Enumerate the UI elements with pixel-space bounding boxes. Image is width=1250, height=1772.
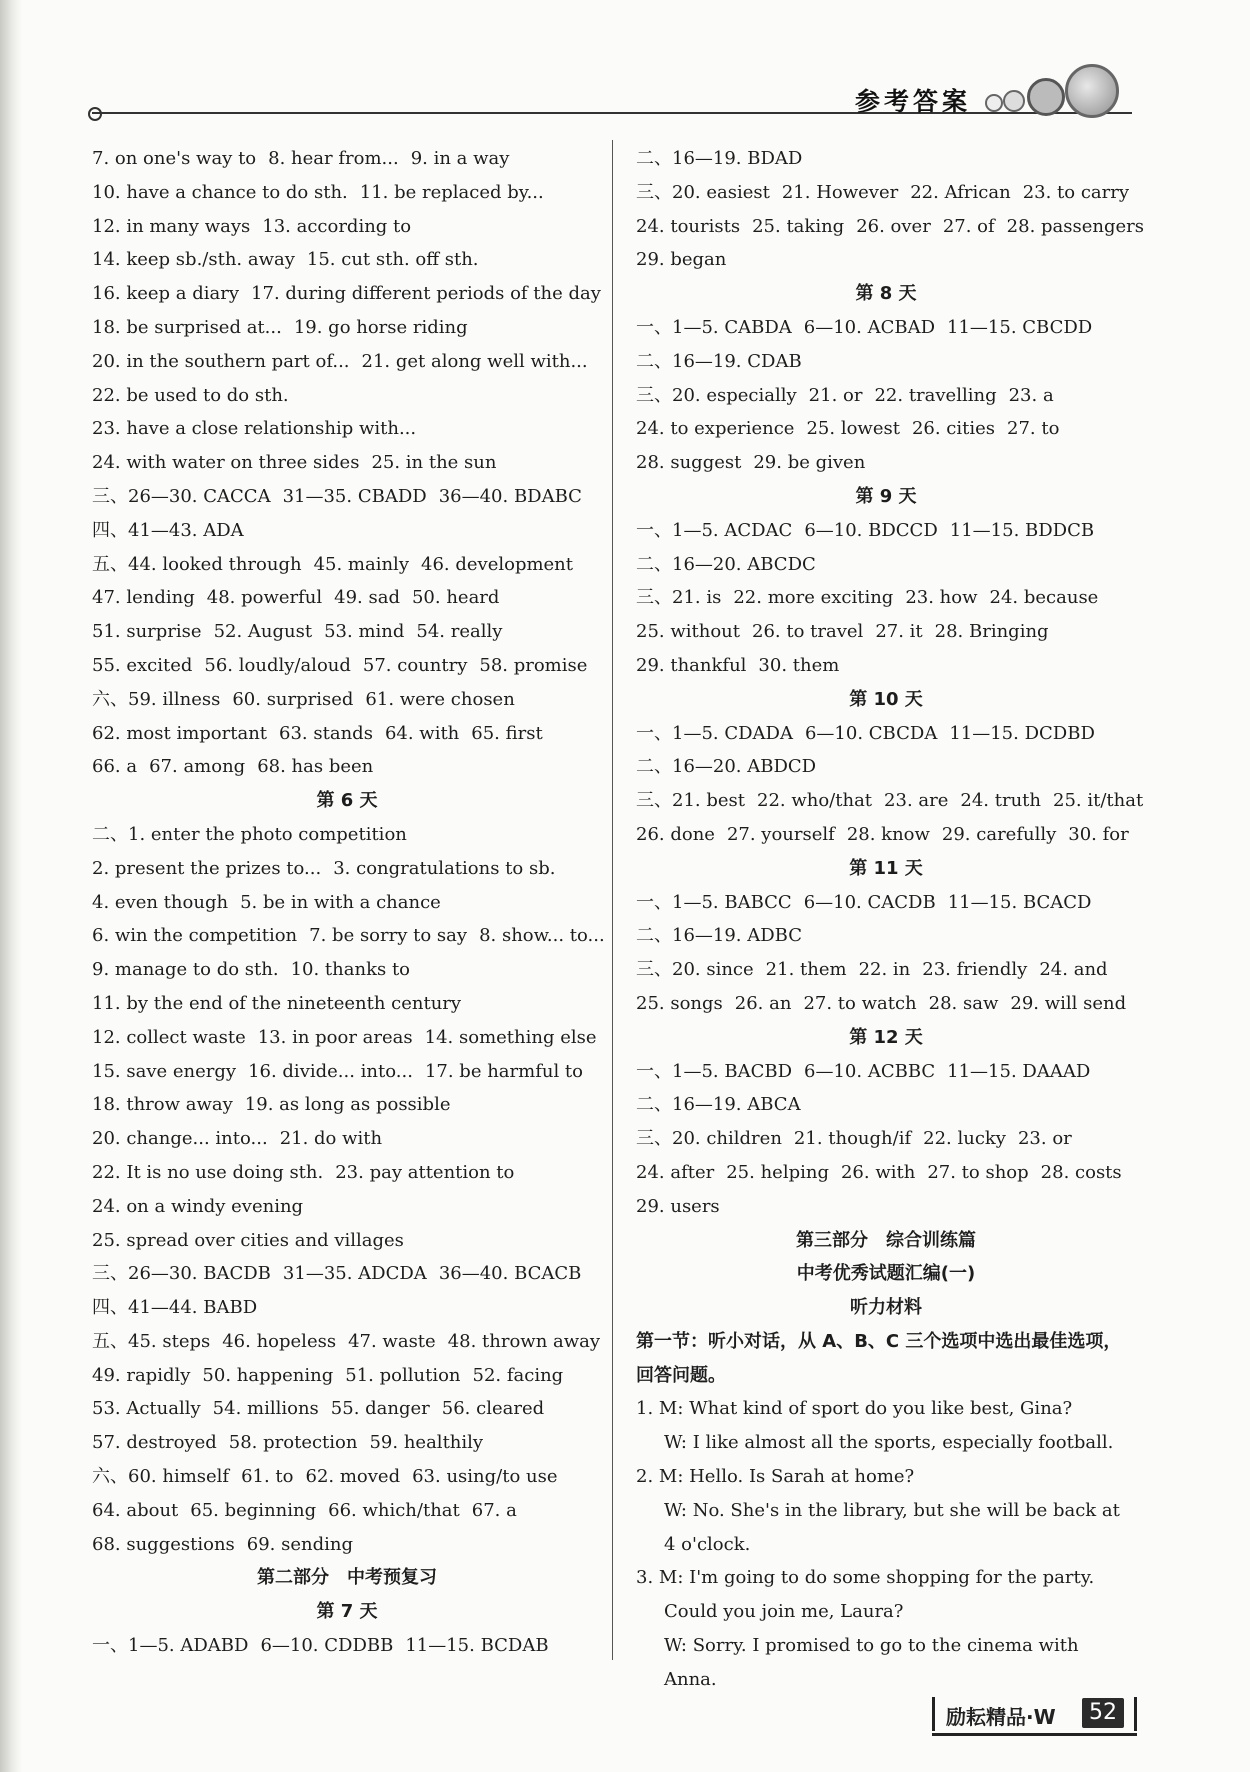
answer-item: 一、1—5. ACDAC xyxy=(636,519,793,541)
answer-item: 62. most important xyxy=(92,722,268,744)
answer-item: 27. to shop xyxy=(927,1161,1029,1183)
answer-line xyxy=(92,649,602,683)
decorative-circles-icon xyxy=(985,60,1135,120)
answer-item: 29. carefully xyxy=(941,823,1057,845)
answer-line xyxy=(92,886,602,920)
answer-item: 29. users xyxy=(636,1195,720,1217)
answer-item: 24. truth xyxy=(960,790,1041,812)
answer-item: 29. began xyxy=(636,249,727,271)
answer-line xyxy=(636,514,1136,548)
answer-item: 28. saw xyxy=(928,992,999,1014)
answer-item: 23. how xyxy=(905,587,978,609)
answer-item: 二、1. enter the photo competition xyxy=(92,823,407,845)
answer-line xyxy=(92,818,602,852)
answer-line xyxy=(636,1392,1136,1426)
answer-item: 26. an xyxy=(734,992,792,1014)
section-heading: 听力材料 xyxy=(850,1297,922,1319)
answer-line xyxy=(92,1460,602,1494)
answer-item: 二、16—19. BDAD xyxy=(636,148,803,169)
answer-item: 23. or xyxy=(1017,1128,1072,1150)
answer-line xyxy=(92,1325,602,1359)
answer-line xyxy=(92,581,602,615)
answer-item: 23. friendly xyxy=(922,959,1028,981)
answer-item: 二、16—20. ABCDC xyxy=(636,553,816,575)
answer-item: 23. have a close relationship with... xyxy=(92,418,417,440)
answer-item: 22. African xyxy=(910,181,1011,203)
answer-line xyxy=(92,142,602,176)
answer-line xyxy=(636,142,1136,176)
answer-item: 21. do with xyxy=(279,1128,383,1150)
answer-line xyxy=(636,412,1136,446)
answer-item: 三、26—30. CACCA xyxy=(92,485,271,507)
answer-item: 18. be surprised at... xyxy=(92,316,282,338)
answer-item: 15. cut sth. off sth. xyxy=(306,249,479,271)
answer-item: 20. change... into... xyxy=(92,1128,268,1150)
answer-item: 22. travelling xyxy=(874,384,997,406)
answer-item: 28. passengers xyxy=(1006,215,1145,237)
answer-item: 6—10. ACBBC xyxy=(804,1060,936,1082)
answer-line xyxy=(92,548,602,582)
answer-line xyxy=(92,1392,602,1426)
answer-item: 24. with water on three sides xyxy=(92,452,360,474)
answer-item: 26. cities xyxy=(911,418,996,440)
answer-item: 7. on one's way to xyxy=(92,148,257,169)
answer-item: 12. in many ways xyxy=(92,215,251,237)
answer-item: 28. Bringing xyxy=(934,621,1049,643)
answer-line xyxy=(636,1088,1136,1122)
answer-line xyxy=(636,1190,1136,1224)
answer-item: 3. congratulations to sb. xyxy=(333,857,556,879)
answer-line xyxy=(636,581,1136,615)
answer-item: 64. about xyxy=(92,1499,179,1521)
answer-line xyxy=(92,1257,602,1291)
answer-item: 21. However xyxy=(781,181,899,203)
answer-item: 29. be given xyxy=(753,452,866,474)
answer-item: 66. a xyxy=(92,756,138,778)
answer-item: 46. development xyxy=(421,553,574,575)
answer-item: 三、21. best xyxy=(636,790,745,812)
answer-item: 26. over xyxy=(856,215,931,237)
answer-item: 三、20. since xyxy=(636,959,754,981)
answer-item: 25. songs xyxy=(636,992,723,1014)
answer-line xyxy=(636,210,1145,244)
answer-line xyxy=(636,649,1136,683)
answer-line xyxy=(636,176,1136,210)
answer-item: 24. because xyxy=(989,587,1099,609)
answer-line xyxy=(92,176,602,210)
answer-item: 10. thanks to xyxy=(290,959,411,981)
answer-item: 30. for xyxy=(1068,823,1129,845)
section-heading: 第 10 天 xyxy=(849,688,923,710)
answer-line xyxy=(92,514,602,548)
answer-item: 18. throw away xyxy=(92,1094,233,1116)
answer-line xyxy=(92,852,602,886)
page-binding-shadow xyxy=(0,0,22,1772)
answer-item: 48. thrown away xyxy=(447,1330,601,1352)
answer-line xyxy=(636,1460,1136,1494)
dialogue-line: W: No. She's in the library, but she will be back at 4 o'clock. xyxy=(664,1499,1120,1555)
answer-item: 24. tourists xyxy=(636,215,741,237)
answer-item: 47. lending xyxy=(92,587,195,609)
answer-item: 65. first xyxy=(471,722,543,744)
answer-item: 11—15. BDDCB xyxy=(949,519,1095,541)
answer-item: 61. to xyxy=(241,1466,294,1488)
answer-item: 五、44. looked through xyxy=(92,553,302,575)
answer-line xyxy=(636,1122,1136,1156)
answer-item: 19. go horse riding xyxy=(293,316,468,338)
answer-item: 67. a xyxy=(471,1499,517,1521)
footer-left-bar xyxy=(932,1697,935,1731)
header-dot xyxy=(88,107,102,121)
dialogue-line: 3. M: I'm going to do some shopping for the party. Could you join me, Laura? xyxy=(636,1567,1095,1623)
footer xyxy=(932,1693,1137,1733)
answer-item: 25. lowest xyxy=(806,418,900,440)
answer-item: 10. have a chance to do sth. xyxy=(92,181,348,203)
answer-item: 一、1—5. BABCC xyxy=(636,891,792,913)
answer-line xyxy=(92,1122,602,1156)
answer-item: 14. keep sb./sth. away xyxy=(92,249,295,271)
answer-line xyxy=(92,1359,602,1393)
answer-line xyxy=(636,548,1136,582)
section-heading: 第 11 天 xyxy=(849,857,923,879)
answer-item: 31—35. CBADD xyxy=(282,485,427,507)
instruction-text: 第一节：听小对话，从 A、B、C 三个选项中选出最佳选项，回答问题。 xyxy=(636,1330,1122,1386)
answer-item: 16. keep a diary xyxy=(92,283,240,305)
answer-item: 四、41—44. BABD xyxy=(92,1297,258,1319)
answer-item: 50. happening xyxy=(202,1364,334,1386)
answer-item: 16. divide... into... xyxy=(248,1060,413,1082)
answer-line xyxy=(92,1088,602,1122)
answer-line xyxy=(92,1426,602,1460)
answer-item: 27. it xyxy=(875,621,923,643)
answer-item: 6—10. CBCDA xyxy=(804,722,938,744)
answer-line xyxy=(636,886,1136,920)
answer-item: 61. were chosen xyxy=(365,688,515,710)
answer-item: 22. in xyxy=(858,959,911,981)
answer-item: 25. in the sun xyxy=(371,452,497,474)
answer-item: 68. has been xyxy=(257,756,374,778)
answer-item: 59. healthily xyxy=(369,1432,484,1454)
answer-item: 9. manage to do sth. xyxy=(92,959,279,981)
answer-item: 28. know xyxy=(846,823,930,845)
answer-item: 二、16—19. ADBC xyxy=(636,925,803,947)
answer-item: 25. taking xyxy=(752,215,845,237)
answer-item: 64. with xyxy=(384,722,460,744)
answer-item: 53. mind xyxy=(324,621,405,643)
answer-item: 45. mainly xyxy=(313,553,409,575)
footer-brand: 励耘精品·W xyxy=(946,1705,1056,1729)
section-heading: 第二部分 中考预复习 xyxy=(257,1567,437,1589)
answer-line xyxy=(92,1190,602,1224)
answer-item: 57. country xyxy=(362,654,468,676)
answer-item: 8. hear from... xyxy=(268,148,399,169)
answer-line xyxy=(92,311,602,345)
answer-item: 三、26—30. BACDB xyxy=(92,1263,271,1285)
answer-item: 一、1—5. BACBD xyxy=(636,1060,793,1082)
answer-line xyxy=(92,1224,602,1258)
answer-line xyxy=(92,379,602,413)
answer-item: 四、41—43. ADA xyxy=(92,519,244,541)
answer-line xyxy=(92,953,602,987)
answer-item: 22. lucky xyxy=(923,1128,1006,1150)
answer-item: 19. as long as possible xyxy=(244,1094,451,1116)
answer-line xyxy=(636,953,1136,987)
answer-item: 63. stands xyxy=(279,722,373,744)
answer-item: 62. moved xyxy=(305,1466,401,1488)
answer-item: 22. who/that xyxy=(757,790,873,812)
answer-item: 68. suggestions xyxy=(92,1533,235,1555)
answer-item: 47. waste xyxy=(348,1330,436,1352)
answer-item: 三、20. easiest xyxy=(636,181,770,203)
answer-item: 17. be harmful to xyxy=(424,1060,583,1082)
answer-item: 5. be in with a chance xyxy=(240,891,441,913)
answer-item: 1. M: What kind of sport do you like best, Gina? xyxy=(636,1398,1073,1420)
answer-item: 五、45. steps xyxy=(92,1330,211,1352)
answer-item: 26. with xyxy=(840,1161,916,1183)
answer-item: 15. save energy xyxy=(92,1060,237,1082)
answer-item: 21. get along well with... xyxy=(361,350,588,372)
answer-line xyxy=(92,750,602,784)
answer-item: 二、16—19. CDAB xyxy=(636,350,802,372)
answer-line xyxy=(92,1528,602,1562)
answer-item: 26. to travel xyxy=(752,621,864,643)
answer-item: 六、59. illness xyxy=(92,688,221,710)
answer-line xyxy=(92,1156,602,1190)
answer-item: 6—10. CACDB xyxy=(803,891,936,913)
section-heading: 第三部分 综合训练篇 xyxy=(796,1229,976,1251)
answer-item: 11—15. BCACD xyxy=(947,891,1092,913)
answer-item: 54. really xyxy=(416,621,503,643)
answer-item: 一、1—5. ADABD xyxy=(92,1635,249,1657)
answer-item: 23. to carry xyxy=(1022,181,1130,203)
answer-item: 53. Actually xyxy=(92,1398,201,1420)
page-number: 52 xyxy=(1082,1698,1124,1728)
answer-item: 11—15. DAAAD xyxy=(947,1060,1091,1082)
answer-item: 11. be replaced by... xyxy=(359,181,544,203)
answer-item: 51. pollution xyxy=(345,1364,461,1386)
answer-line xyxy=(636,750,1136,784)
answer-line xyxy=(92,919,605,953)
answer-item: 7. be sorry to say xyxy=(309,925,468,947)
answer-item: 6—10. BDCCD xyxy=(804,519,938,541)
answer-item: 17. during different periods of the day xyxy=(251,283,601,305)
answer-line xyxy=(92,717,602,751)
answer-item: 22. more exciting xyxy=(733,587,894,609)
answer-item: 30. them xyxy=(758,654,840,676)
answer-item: 66. which/that xyxy=(328,1499,460,1521)
answer-line xyxy=(636,345,1136,379)
answer-item: 6. win the competition xyxy=(92,925,298,947)
answer-column-left xyxy=(92,142,605,1663)
answer-line xyxy=(92,412,602,446)
answer-line xyxy=(92,987,602,1021)
page-title: 参考答案 xyxy=(855,87,972,116)
answer-item: 63. using/to use xyxy=(412,1466,558,1488)
answer-item: 9. in a way xyxy=(410,148,510,169)
answer-line xyxy=(636,446,1136,480)
answer-line xyxy=(92,1494,602,1528)
answer-item: 36—40. BDABC xyxy=(438,485,582,507)
answer-item: 13. according to xyxy=(262,215,412,237)
answer-line xyxy=(636,818,1136,852)
answer-item: 27. to xyxy=(1007,418,1060,440)
answer-item: 21. or xyxy=(808,384,863,406)
answer-line xyxy=(636,311,1136,345)
section-heading: 第 12 天 xyxy=(849,1026,923,1048)
answer-item: 57. destroyed xyxy=(92,1432,217,1454)
answer-item: 11—15. CBCDD xyxy=(947,316,1093,338)
answer-line xyxy=(636,919,1136,953)
answer-item: 25. spread over cities and villages xyxy=(92,1229,404,1251)
answer-item: 24. after xyxy=(636,1161,715,1183)
answer-item: 三、20. especially xyxy=(636,384,797,406)
answer-line xyxy=(92,1021,602,1055)
answer-line xyxy=(636,379,1136,413)
answer-line xyxy=(92,683,602,717)
answer-item: 8. show... to... xyxy=(479,925,605,947)
answer-line xyxy=(92,210,602,244)
answer-item: 6—10. ACBAD xyxy=(803,316,936,338)
answer-line xyxy=(92,277,602,311)
answer-item: 21. them xyxy=(765,959,847,981)
answer-item: 51. surprise xyxy=(92,621,202,643)
column-divider xyxy=(612,140,613,1660)
answer-item: 49. sad xyxy=(334,587,400,609)
answer-item: 13. in poor areas xyxy=(257,1026,413,1048)
section-heading: 第 7 天 xyxy=(316,1601,378,1623)
answer-column-right xyxy=(636,142,1145,1697)
answer-line xyxy=(92,1629,602,1663)
answer-item: 24. and xyxy=(1039,959,1108,981)
answer-item: 三、21. is xyxy=(636,587,722,609)
answer-line xyxy=(636,1156,1136,1190)
answer-item: 56. loudly/aloud xyxy=(204,654,351,676)
answer-item: 50. heard xyxy=(411,587,500,609)
answer-item: 54. millions xyxy=(212,1398,319,1420)
answer-item: 58. protection xyxy=(228,1432,358,1454)
section-heading: 第 6 天 xyxy=(316,790,378,812)
answer-item: 一、1—5. CABDA xyxy=(636,316,792,338)
answer-item: 24. to experience xyxy=(636,418,795,440)
answer-line xyxy=(92,480,602,514)
answer-item: 28. costs xyxy=(1040,1161,1122,1183)
answer-item: 27. to watch xyxy=(803,992,917,1014)
answer-item: 28. suggest xyxy=(636,452,742,474)
answer-item: 27. yourself xyxy=(726,823,835,845)
answer-item: 三、20. children xyxy=(636,1128,782,1150)
answer-item: 11—15. DCDBD xyxy=(949,722,1095,744)
answer-item: 29. thankful xyxy=(636,654,747,676)
answer-item: 67. among xyxy=(149,756,246,778)
answer-item: 36—40. BCACB xyxy=(438,1263,582,1285)
header-rule xyxy=(92,112,1132,114)
answer-item: 49. rapidly xyxy=(92,1364,191,1386)
answer-item: 一、1—5. CDADA xyxy=(636,722,793,744)
answer-item: 6—10. CDDBB xyxy=(260,1635,394,1657)
answer-item: 23. pay attention to xyxy=(335,1161,515,1183)
answer-item: 69. sending xyxy=(246,1533,354,1555)
answer-item: 24. on a windy evening xyxy=(92,1195,304,1217)
answer-item: 58. promise xyxy=(479,654,588,676)
dialogue-line: W: I like almost all the sports, especially football. xyxy=(664,1432,1114,1454)
footer-right-bar xyxy=(1134,1697,1137,1731)
answer-item: 52. August xyxy=(213,621,313,643)
answer-line xyxy=(636,717,1136,751)
answer-item: 31—35. ADCDA xyxy=(282,1263,427,1285)
answer-line xyxy=(636,243,1136,277)
answer-item: 26. done xyxy=(636,823,715,845)
answer-line xyxy=(92,615,602,649)
answer-item: 46. hopeless xyxy=(222,1330,337,1352)
answer-line xyxy=(92,243,602,277)
answer-item: 48. powerful xyxy=(206,587,323,609)
answer-item: 2. present the prizes to... xyxy=(92,857,322,879)
answer-item: 52. facing xyxy=(472,1364,564,1386)
answer-line xyxy=(92,1055,602,1089)
answer-item: 4. even though xyxy=(92,891,229,913)
answer-item: 21. though/if xyxy=(793,1128,912,1150)
answer-item: 二、16—20. ABDCD xyxy=(636,756,817,778)
section-heading: 中考优秀试题汇编(一) xyxy=(796,1263,976,1285)
section-heading: 第 8 天 xyxy=(855,283,917,305)
answer-line xyxy=(636,784,1144,818)
answer-line xyxy=(636,1055,1136,1089)
answer-item: 23. are xyxy=(884,790,949,812)
answer-item: 25. helping xyxy=(726,1161,829,1183)
footer-underline xyxy=(932,1733,1137,1736)
answer-item: 25. without xyxy=(636,621,741,643)
answer-item: 2. M: Hello. Is Sarah at home? xyxy=(636,1466,915,1488)
answer-item: 65. beginning xyxy=(190,1499,317,1521)
answer-item: 20. in the southern part of... xyxy=(92,350,350,372)
answer-item: 27. of xyxy=(942,215,995,237)
answer-item: 29. will send xyxy=(1010,992,1127,1014)
answer-item: 11—15. BCDAB xyxy=(405,1635,549,1657)
answer-item: 56. cleared xyxy=(441,1398,545,1420)
answer-line xyxy=(636,987,1136,1021)
answer-item: 55. excited xyxy=(92,654,193,676)
section-heading: 第 9 天 xyxy=(855,485,917,507)
answer-line xyxy=(92,446,602,480)
answer-item: 22. It is no use doing sth. xyxy=(92,1161,324,1183)
answer-item: 12. collect waste xyxy=(92,1026,246,1048)
answer-item: 14. something else xyxy=(424,1026,597,1048)
answer-item: 25. it/that xyxy=(1053,790,1144,812)
answer-item: 二、16—19. ABCA xyxy=(636,1094,801,1116)
answer-item: 11. by the end of the nineteenth century xyxy=(92,992,462,1014)
answer-item: 六、60. himself xyxy=(92,1466,230,1488)
answer-item: 55. danger xyxy=(330,1398,430,1420)
answer-item: 22. be used to do sth. xyxy=(92,384,289,406)
answer-line xyxy=(636,615,1136,649)
answer-item: 23. a xyxy=(1008,384,1054,406)
dialogue-line: W: Sorry. I promised to go to the cinema with Anna. xyxy=(664,1635,1079,1690)
answer-line xyxy=(92,345,602,379)
answer-line xyxy=(92,1291,602,1325)
answer-item: 60. surprised xyxy=(232,688,354,710)
